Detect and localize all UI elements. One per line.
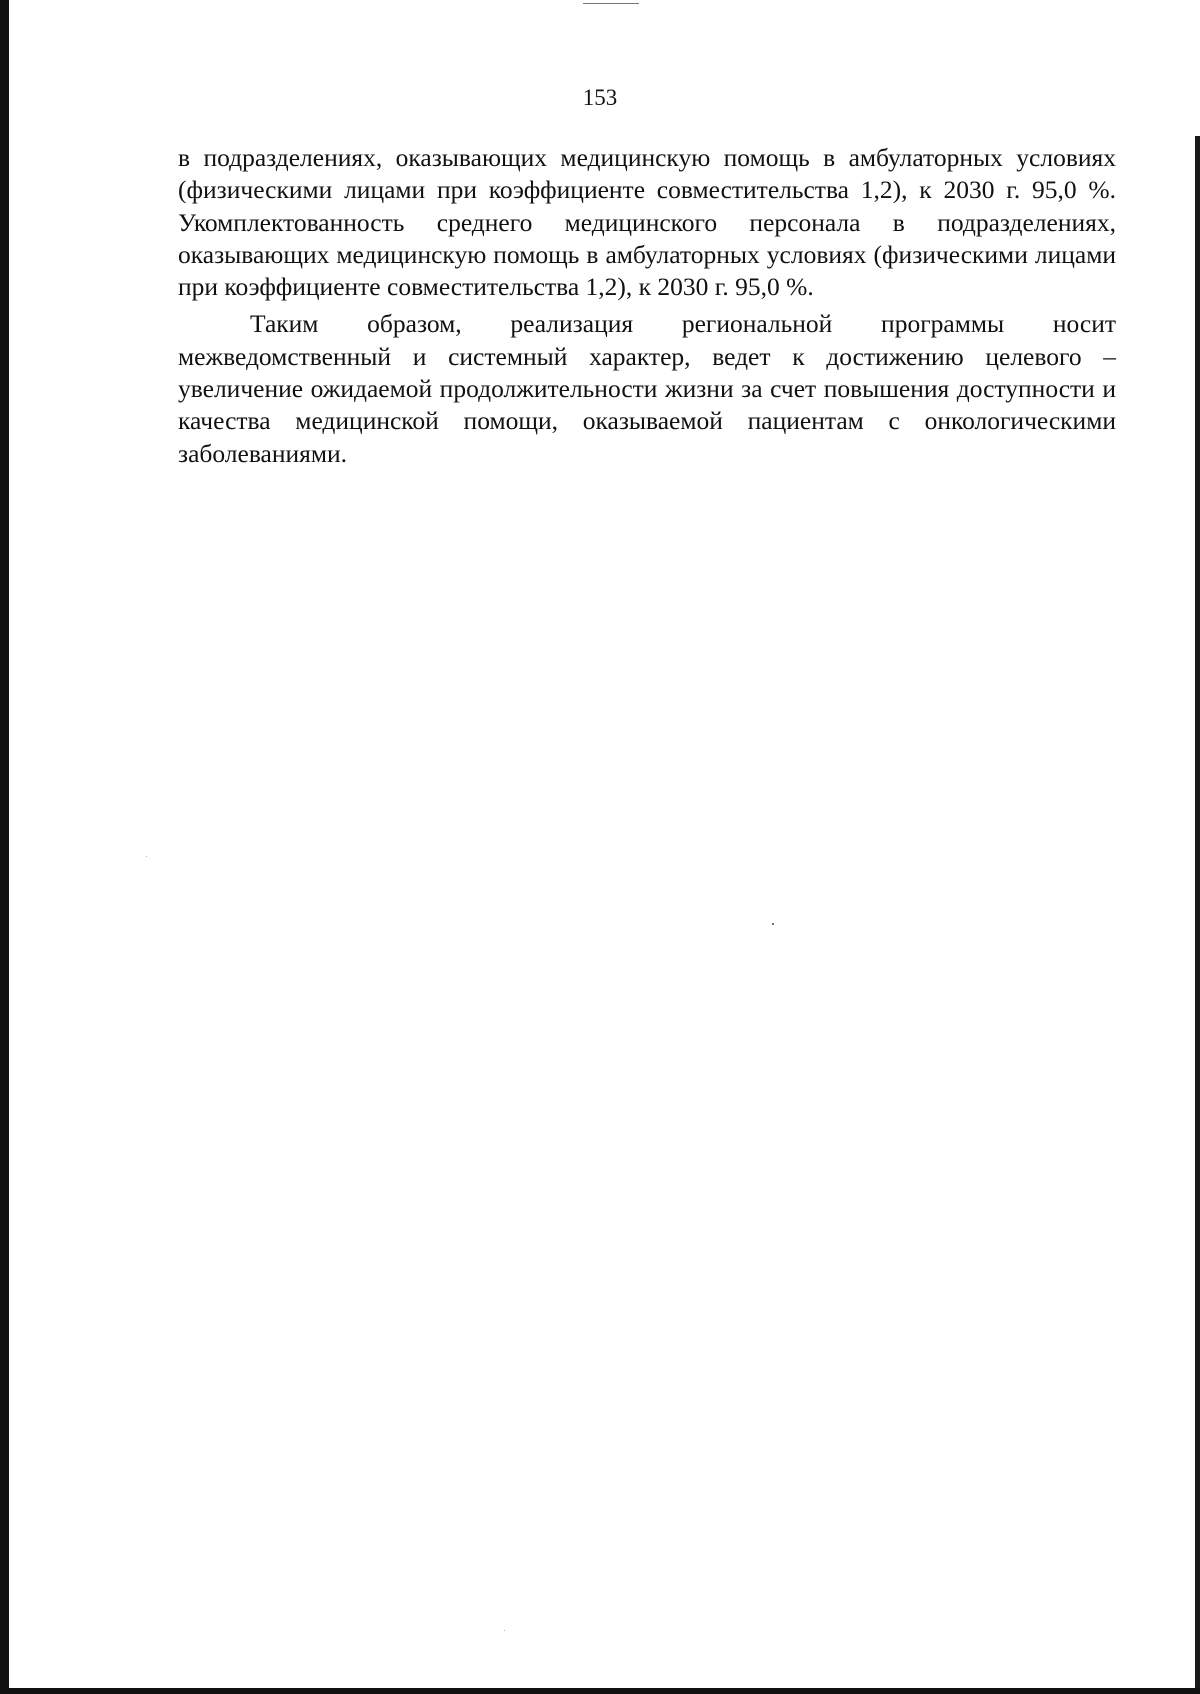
paragraph-staffing: в подразделениях, оказывающих медицинскую помощь в амбулаторных условиях (физическими лицами при коэффициенте совместительства 1,2), к 2030 г. 95,0 %. Укомплектованность среднего медицинского персонала в подразделениях, оказывающих медицинскую помощь в амбулаторных условиях (физическими лицами при коэффициенте совместительства 1,2), к 2030 г. 95,0 %. — [178, 143, 1116, 302]
scan-mark-top — [583, 3, 639, 4]
scan-border-left — [0, 0, 9, 1694]
scan-speck — [146, 856, 147, 857]
scan-speck — [504, 1630, 505, 1631]
scan-border-bottom — [0, 1688, 1200, 1694]
scan-speck — [772, 923, 774, 925]
scan-border-right — [1195, 136, 1200, 1694]
body-text — [178, 142, 1116, 470]
page-number: 153 — [582, 85, 618, 110]
paragraph-conclusion: Таким образом, реализация региональной программы носит межведомственный и системный характер, ведет к достижению целевого – увеличение ожидаемой продолжительности жизни за счет повышения доступности и качества медицинской помощи, оказываемой пациентам с онкологическими заболеваниями. — [178, 309, 1116, 468]
